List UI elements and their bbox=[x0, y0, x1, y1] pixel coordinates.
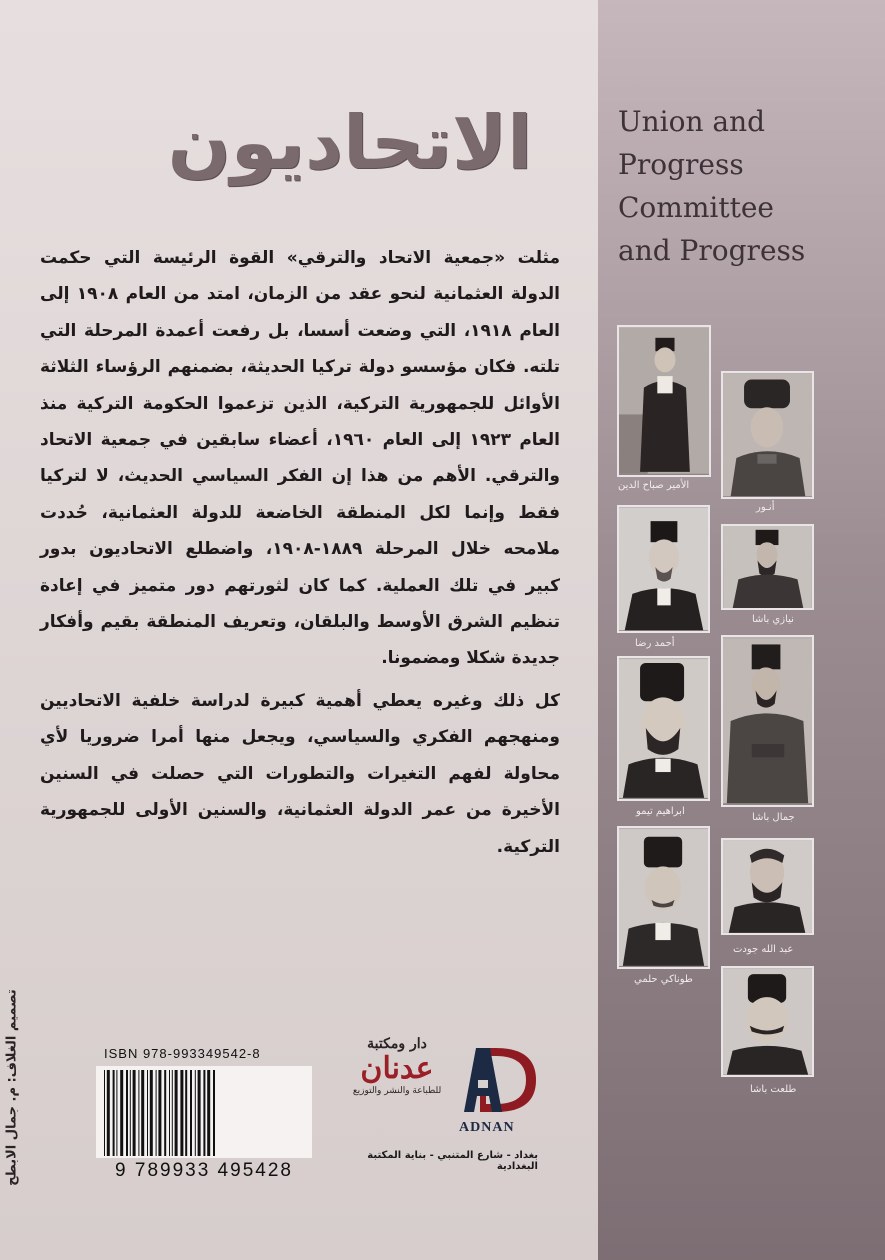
barcode-bar bbox=[130, 1070, 131, 1156]
barcode-bar bbox=[169, 1070, 170, 1156]
barcode bbox=[96, 1066, 312, 1158]
barcode-bar bbox=[172, 1070, 173, 1156]
portrait-tunali-hilmi bbox=[617, 826, 710, 969]
barcode-bar bbox=[213, 1070, 215, 1156]
caption-ahmed-riza: أحمد رضا bbox=[635, 638, 675, 649]
barcode-bar bbox=[175, 1070, 178, 1156]
portrait-figure-icon bbox=[723, 373, 812, 497]
publisher-wordmark bbox=[338, 1036, 456, 1096]
portrait-sabahaddin bbox=[617, 325, 711, 477]
portrait-ibrahim-temo bbox=[617, 656, 710, 801]
portrait-ahmed-riza bbox=[617, 505, 710, 633]
barcode-bar bbox=[113, 1070, 115, 1156]
title-en-line-2: Progress bbox=[618, 148, 744, 181]
caption-ibrahim-temo: ابراهيم تيمو bbox=[636, 806, 685, 817]
portrait-figure-icon bbox=[723, 968, 812, 1075]
caption-cemal: جمال باشا bbox=[752, 812, 795, 823]
barcode-bar bbox=[207, 1070, 210, 1156]
book-title-arabic: الاتحاديون bbox=[167, 100, 533, 186]
portrait-figure-icon bbox=[619, 327, 709, 475]
book-title-english bbox=[618, 100, 878, 272]
publisher-logo-label: ADNAN bbox=[459, 1120, 515, 1135]
barcode-bar bbox=[141, 1070, 144, 1156]
barcode-bar bbox=[185, 1070, 187, 1156]
title-en-line-3: Committee bbox=[618, 191, 774, 224]
barcode-bar bbox=[190, 1070, 192, 1156]
caption-abdullah-cevdet: عبد الله جودت bbox=[733, 944, 794, 955]
barcode-bar bbox=[107, 1070, 110, 1156]
barcode-bar bbox=[203, 1070, 205, 1156]
barcode-bar bbox=[120, 1070, 123, 1156]
title-en-line-4: and Progress bbox=[618, 234, 806, 267]
barcode-bar bbox=[195, 1070, 196, 1156]
blurb-paragraph-2: كل ذلك وغيره يعطي أهمية كبيرة لدراسة خلفية الاتحاديين ومنهجهم الفكري والسياسي، ويجعل منها أمرا ضروريا لأي محاولة لفهم التغيرات والتطورات التي حصلت في السنين الأخيرة من عمر الدولة العثمانية، والسنين الأولى للجمهورية التركية. bbox=[40, 690, 560, 857]
barcode-bar bbox=[158, 1070, 161, 1156]
portrait-figure-icon bbox=[619, 828, 708, 967]
portrait-figure-icon bbox=[723, 840, 812, 933]
barcode-bar bbox=[156, 1070, 157, 1156]
caption-tunali-hilmi: طوناكي حلمي bbox=[634, 974, 693, 985]
cover-designer-credit: تصميم الغلاف: م. جمال الابطح bbox=[4, 989, 20, 1186]
blurb-paragraph-1: مثلت «جمعية الاتحاد والترقي» القوة الرئيسة التي حكمت الدولة العثمانية لنحو عقد من الزمان، امتد من العام ١٩٠٨ إلى العام ١٩١٨، التي وضعت أسسا، بل رفعت أعمدة المرحلة التي تلته. فكان مؤسسو دولة تركيا الحديثة، بضمنهم الرؤساء الثلاثة الأوائل للجمهورية التركية، الذين تزعموا الحكومة التركية منذ العام ١٩٢٣ إلى العام ١٩٦٠، أعضاء سابقين في جمعية الاتحاد والترقي. الأهم من هذا إن الفكر السياسي الحديث، لا لتركيا فقط وإنما لكل المنطقة الخاضعة للدولة العثمانية، حُددت ملامحه خلال المرحلة ١٨٨٩-١٩٠٨، واضطلع الاتحاديون بدور كبير في تلك العملية. كما كان لثورتهم دور متميز في إعادة تنظيم الشرق الأوسط والبلقان، وتعريف المنطقة بقيم وأفكار جديدة شكلا ومضمونا. bbox=[40, 248, 561, 669]
caption-niyazi: نيازي باشا bbox=[752, 614, 794, 625]
barcode-bar bbox=[164, 1070, 166, 1156]
barcode-bar bbox=[116, 1070, 117, 1156]
caption-enver: أنـور bbox=[756, 502, 775, 513]
portrait-figure-icon bbox=[723, 526, 812, 608]
portrait-cemal bbox=[721, 635, 814, 807]
barcode-bar bbox=[133, 1070, 136, 1156]
title-en-line-1: Union and bbox=[618, 105, 766, 138]
portrait-figure-icon bbox=[723, 637, 812, 805]
publisher-top: دار ومكتبة bbox=[367, 1036, 427, 1052]
blurb bbox=[40, 240, 560, 865]
portrait-abdullah-cevdet bbox=[721, 838, 814, 935]
portrait-talat bbox=[721, 966, 814, 1077]
portrait-enver bbox=[721, 371, 814, 499]
barcode-bars bbox=[96, 1066, 312, 1158]
portrait-niyazi bbox=[721, 524, 814, 610]
publisher-sub: للطباعة والنشر والتوزيع bbox=[352, 1086, 442, 1096]
barcode-bar bbox=[147, 1070, 148, 1156]
isbn-label: ISBN 978-993349542-8 bbox=[104, 1046, 261, 1061]
publisher-name: عدنان bbox=[360, 1051, 434, 1086]
adnan-logo-icon bbox=[456, 1040, 540, 1120]
caption-talat: طلعت باشا bbox=[750, 1084, 797, 1095]
barcode-bar bbox=[126, 1070, 128, 1156]
publisher-address: بغداد - شارع المتنبي - بناية المكتبة البغدادية bbox=[367, 1150, 538, 1172]
barcode-digits: 9 789933 495428 bbox=[115, 1160, 293, 1181]
barcode-bar bbox=[198, 1070, 201, 1156]
barcode-bar bbox=[180, 1070, 183, 1156]
caption-sabahaddin: الأمير صباح الدين bbox=[618, 480, 690, 491]
barcode-bar bbox=[150, 1070, 153, 1156]
portrait-figure-icon bbox=[619, 658, 708, 799]
barcode-bar bbox=[104, 1070, 105, 1156]
portrait-figure-icon bbox=[619, 507, 708, 631]
barcode-bar bbox=[138, 1070, 139, 1156]
